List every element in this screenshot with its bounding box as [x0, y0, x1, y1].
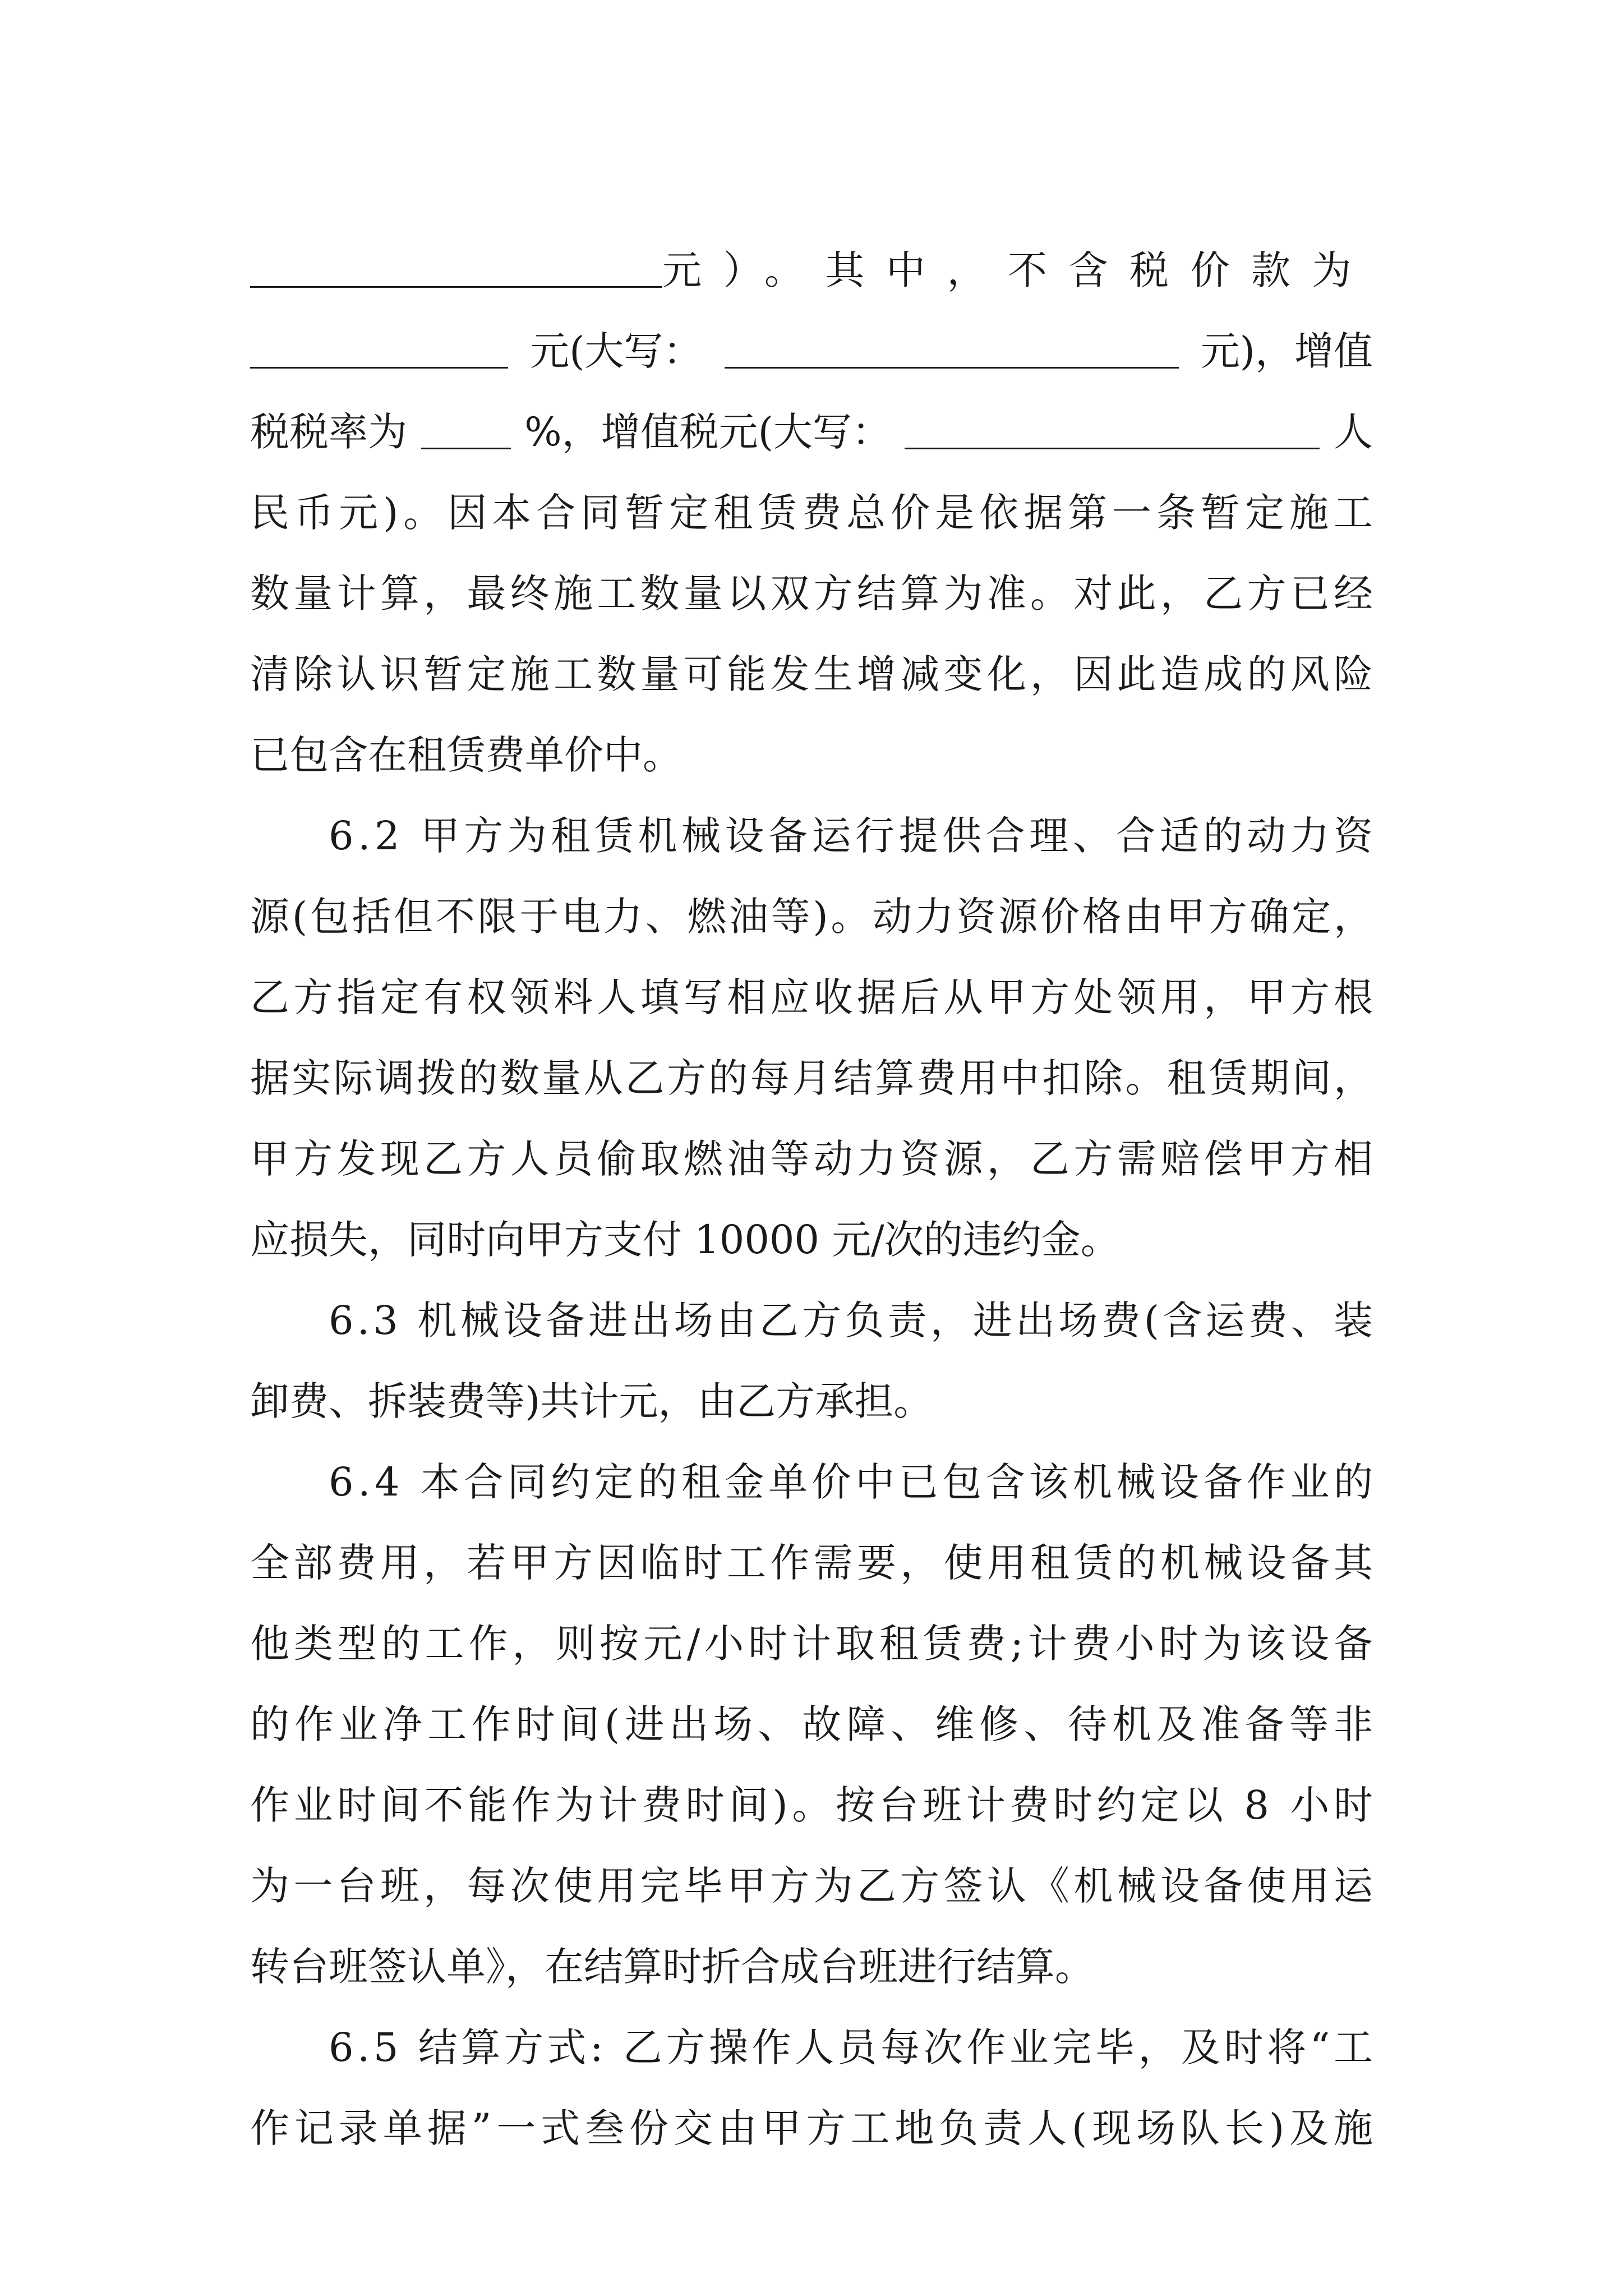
text-segment: 作业时间不能作为计费时间)。按台班计费时约定以 8 小时	[250, 1782, 1377, 1828]
text-segment: 6.3 机械设备进出场由乙方负责，进出场费(含运费、装	[329, 1297, 1377, 1343]
text-line-3	[250, 376, 1373, 457]
text-segment: 元(大写：	[530, 328, 703, 374]
text-segment: 民币元)。因本合同暂定租赁费总价是依据第一条暂定施工	[250, 490, 1378, 536]
text-line-15	[250, 1346, 1373, 1427]
fill-blank	[725, 367, 1179, 369]
text-line-16	[250, 1427, 1377, 1507]
text-line-20	[250, 1750, 1377, 1830]
text-line-5	[250, 538, 1377, 619]
text-line-19	[250, 1669, 1378, 1750]
text-line-6	[250, 619, 1377, 700]
text-line-7	[250, 700, 1373, 780]
text-segment: 数量计算，最终施工数量以双方结算为准。对此，乙方已经	[250, 570, 1377, 616]
fill-blank	[250, 367, 508, 369]
text-segment: 卸费、拆装费等)共计元，由乙方承担。	[250, 1378, 933, 1424]
text-segment: 6.5 结算方式: 乙方操作人员每次作业完毕，及时将“工	[329, 2024, 1377, 2070]
text-line-2	[250, 296, 1373, 376]
text-line-13	[250, 1184, 1373, 1265]
text-line-12	[250, 1103, 1377, 1184]
document-body	[250, 215, 1378, 2154]
text-segment: 为一台班，每次使用完毕甲方为乙方签认《机械设备使用运	[250, 1863, 1377, 1909]
text-segment: 甲方发现乙方人员偷取燃油等动力资源，乙方需赔偿甲方相	[250, 1136, 1377, 1182]
fill-blank	[250, 286, 662, 288]
text-line-18	[250, 1588, 1377, 1669]
text-segment: 税税率为	[250, 409, 407, 455]
text-line-22	[250, 1911, 1373, 1992]
text-segment: 全部费用，若甲方因临时工作需要，使用租赁的机械设备其	[250, 1540, 1377, 1586]
text-segment: 转台班签认单》，在结算时折合成台班进行结算。	[250, 1944, 1094, 1990]
text-line-21	[250, 1830, 1377, 1911]
text-line-1	[250, 215, 1373, 296]
text-line-11	[250, 1023, 1376, 1103]
text-line-8	[250, 780, 1377, 861]
text-line-14	[250, 1265, 1377, 1346]
text-line-10	[250, 942, 1377, 1023]
text-line-4	[250, 457, 1378, 538]
text-line-17	[250, 1507, 1377, 1588]
text-segment: 应损失，同时向甲方支付 10000 元/次的违约金。	[250, 1217, 1120, 1263]
text-segment: 6.4 本合同约定的租金单价中已包含该机械设备作业的	[329, 1459, 1377, 1505]
fill-blank	[421, 448, 511, 449]
text-segment: 6.2 甲方为租赁机械设备运行提供合理、合适的动力资	[329, 813, 1377, 859]
text-segment: 清除认识暂定施工数量可能发生增减变化，因此造成的风险	[250, 651, 1377, 697]
text-segment: 人	[1333, 409, 1373, 455]
text-line-24	[250, 2073, 1378, 2154]
text-segment: 作记录单据”一式叁份交由甲方工地负责人(现场队长)及施	[250, 2105, 1378, 2151]
text-segment: 源(包括但不限于电力、燃油等)。动力资源价格由甲方确定，	[250, 894, 1376, 940]
text-segment: %，增值税元(大写：	[524, 409, 891, 455]
text-segment: 乙方指定有权领料人填写相应收据后从甲方处领用，甲方根	[250, 974, 1377, 1020]
text-segment: 的作业净工作时间(进出场、故障、维修、待机及准备等非	[250, 1701, 1378, 1747]
text-segment: 元)，增值	[1200, 328, 1373, 374]
text-line-23	[250, 1992, 1377, 2073]
text-segment: 他类型的工作，则按元/小时计取租赁费;计费小时为该设备	[250, 1621, 1377, 1667]
text-line-9	[250, 861, 1376, 942]
text-segment: 已包含在租赁费单价中。	[250, 732, 682, 778]
text-segment: 据实际调拨的数量从乙方的每月结算费用中扣除。租赁期间，	[250, 1055, 1376, 1101]
text-segment: 元）。其中，不含税价款为	[662, 247, 1373, 293]
fill-blank	[905, 448, 1320, 449]
